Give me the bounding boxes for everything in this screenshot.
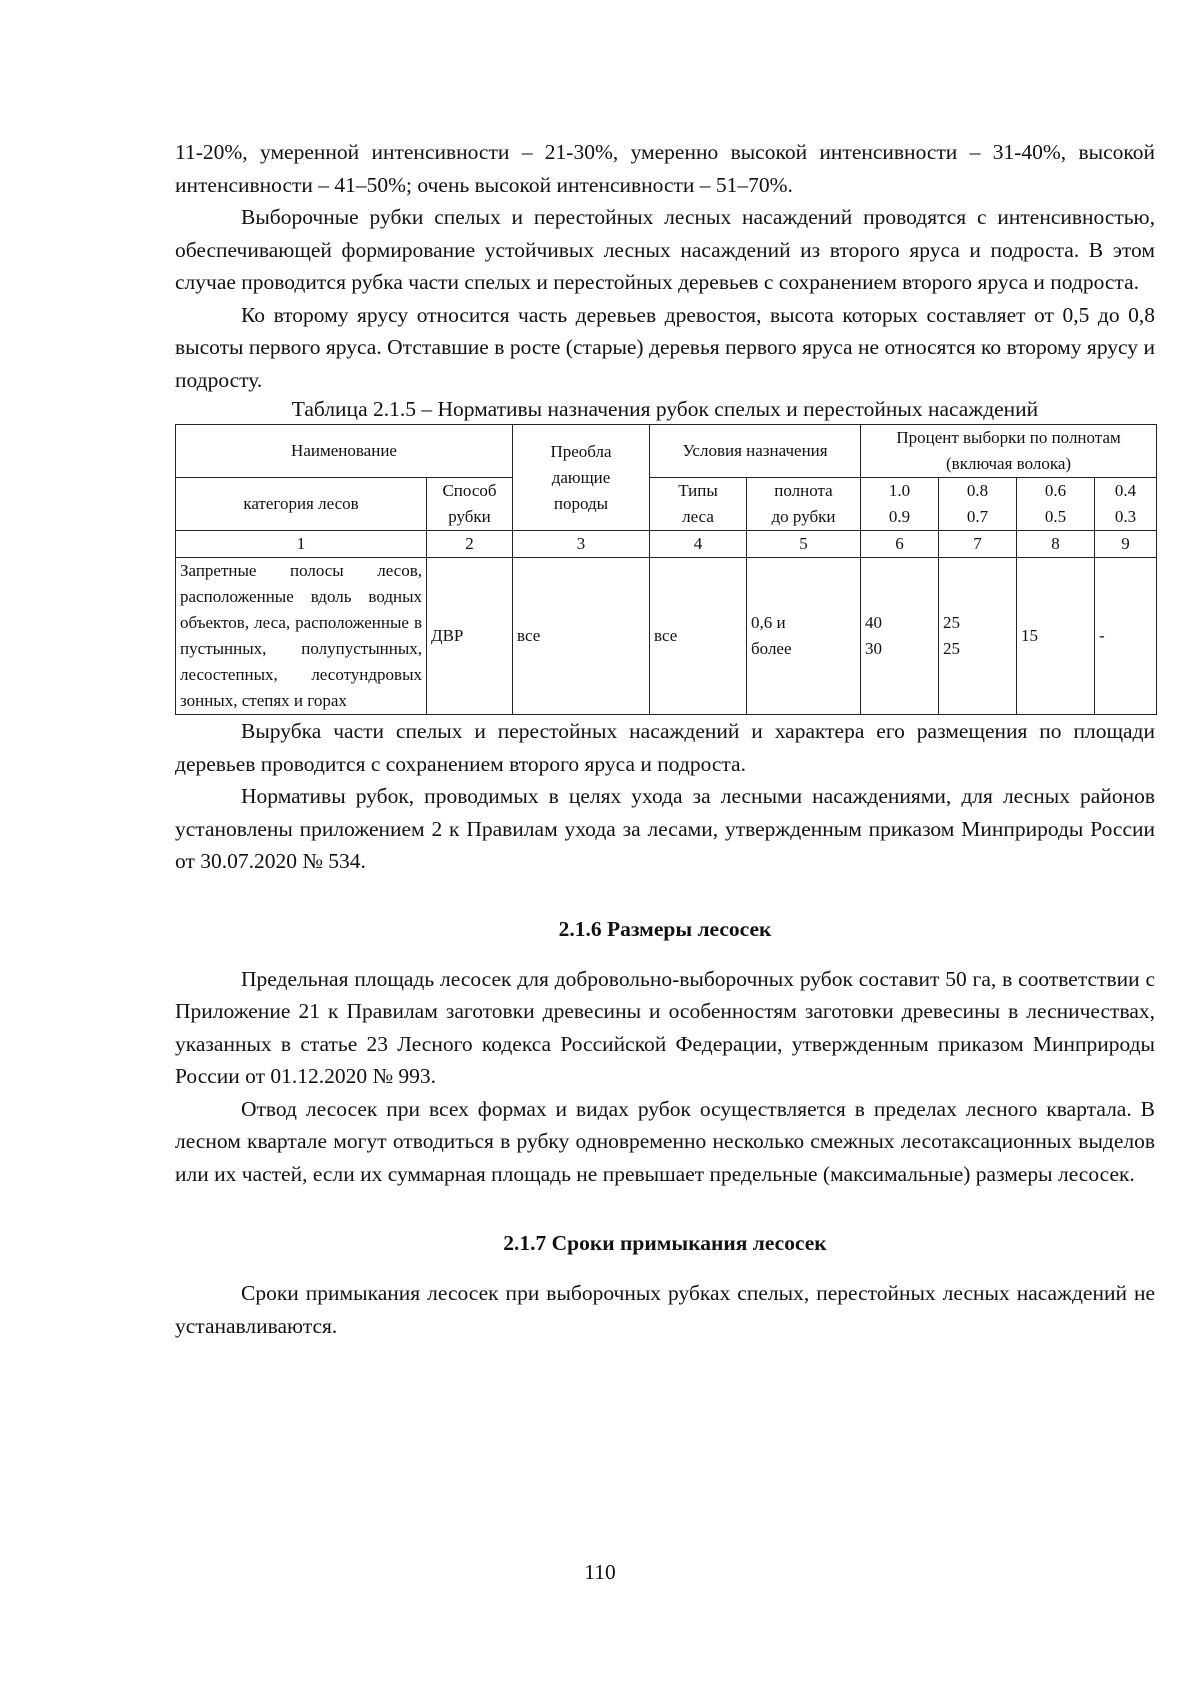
cell-percent-3: 15 xyxy=(1017,558,1095,715)
header-density-3: 0.6 0.5 xyxy=(1017,478,1095,531)
col-number: 7 xyxy=(939,531,1017,558)
paragraph-selective-cutting: Выборочные рубки спелых и перестойных лесных насаждений проводятся с интенсивностью, обеспечивающей формирование устойчивых лесных насаждений из второго яруса и подроста. В этом случае проводится рубка части спелых и перестойных деревьев с сохранением второго яруса и подроста. xyxy=(175,205,1155,294)
col-number: 9 xyxy=(1095,531,1157,558)
header-method: Способ рубки xyxy=(427,478,513,531)
paragraph-care-norms: Нормативы рубок, проводимых в целях ухода за лесными насаждениями, для лесных районов установлены приложением 2 к Правилам ухода за лесами, утвержденным приказом Минприроды России от 30.07.2020 № 534. xyxy=(175,784,1155,873)
header-density-2: 0.8 0.7 xyxy=(939,478,1017,531)
paragraph-adjacency: Сроки примыкания лесосек при выборочных рубках спелых, перестойных лесных насаждений не устанавливаются. xyxy=(175,1281,1155,1338)
paragraph-second-tier: Ко второму ярусу относится часть деревьев древостоя, высота которых составляет от 0,5 до 0,8 высоты первого яруса. Отставшие в росте (старые) деревья первого яруса не относятся ко второму ярусу и подросту. xyxy=(175,302,1155,392)
header-density: полнота до рубки xyxy=(747,478,861,531)
table-caption: Таблица 2.1.5 – Нормативы назначения рубок спелых и перестойных насаждений xyxy=(291,397,1039,421)
cell-percent-1: 40 30 xyxy=(861,558,939,715)
header-name: Наименование xyxy=(176,425,513,478)
cell-species: все xyxy=(513,558,650,715)
table-row xyxy=(176,558,1157,715)
col-number: 4 xyxy=(650,531,747,558)
section-heading-216: 2.1.6 Размеры лесосек xyxy=(558,916,772,941)
header-forest-type: Типы леса xyxy=(650,478,747,531)
header-species: Преобла дающие породы xyxy=(513,425,650,531)
header-density-1: 1.0 0.9 xyxy=(861,478,939,531)
col-number: 2 xyxy=(427,531,513,558)
cell-forest-type: все xyxy=(650,558,747,715)
paragraph-allotment: Отвод лесосек при всех формах и видах рубок осуществляется в пределах лесного квартала. В лесном квартале могут отводиться в рубку одновременно несколько смежных лесотаксационных выделов или их частей, если их суммарная площадь не превышает предельные (максимальные) размеры лесосек. xyxy=(175,1096,1155,1186)
col-number: 3 xyxy=(513,531,650,558)
col-number: 1 xyxy=(176,531,427,558)
col-number: 5 xyxy=(747,531,861,558)
paragraph-intensity: 11-20%, умеренной интенсивности – 21-30%, умеренно высокой интенсивности – 31-40%, высокой интенсивности – 41–50%; очень высокой интенсивности – 51–70%. xyxy=(175,140,1155,197)
header-category: категория лесов xyxy=(176,478,427,531)
cell-percent-2: 25 25 xyxy=(939,558,1017,715)
paragraph-max-area: Предельная площадь лесосек для добровольно-выборочных рубок составит 50 га, в соответствии с Приложение 21 к Правилам заготовки древесины и особенностям заготовки древесины в лесничествах, указанных в статье 23 Лесного кодекса Российской Федерации, утвержденным приказом Минприроды России от 01.12.2020 № 993. xyxy=(175,966,1155,1088)
cell-density: 0,6 и более xyxy=(747,558,861,715)
page-number: 110 xyxy=(584,1560,616,1584)
header-percent: Процент выборки по полнотам (включая волока) xyxy=(861,425,1157,478)
cell-percent-4: - xyxy=(1095,558,1157,715)
table-header-row-1 xyxy=(176,425,1157,478)
header-conditions: Условия назначения xyxy=(650,425,861,478)
table-header-row-2 xyxy=(176,478,1157,531)
col-number: 6 xyxy=(861,531,939,558)
cell-method: ДВР xyxy=(427,558,513,715)
col-number: 8 xyxy=(1017,531,1095,558)
table-column-numbers xyxy=(176,531,1157,558)
document-page xyxy=(175,136,1155,1342)
cell-category: Запретные полосы лесов, расположенные вдоль водных объектов, леса, расположенные в пустынных, полупустынных, лесостепных, лесотундровых зонных, степях и горах xyxy=(176,558,427,715)
paragraph-cutting-part: Вырубка части спелых и перестойных насаждений и характера его размещения по площади деревьев проводится с сохранением второго яруса и подроста. xyxy=(175,719,1155,776)
section-heading-217: 2.1.7 Сроки примыкания лесосек xyxy=(503,1231,827,1255)
header-density-4: 0.4 0.3 xyxy=(1095,478,1157,531)
norms-table xyxy=(175,424,1157,715)
